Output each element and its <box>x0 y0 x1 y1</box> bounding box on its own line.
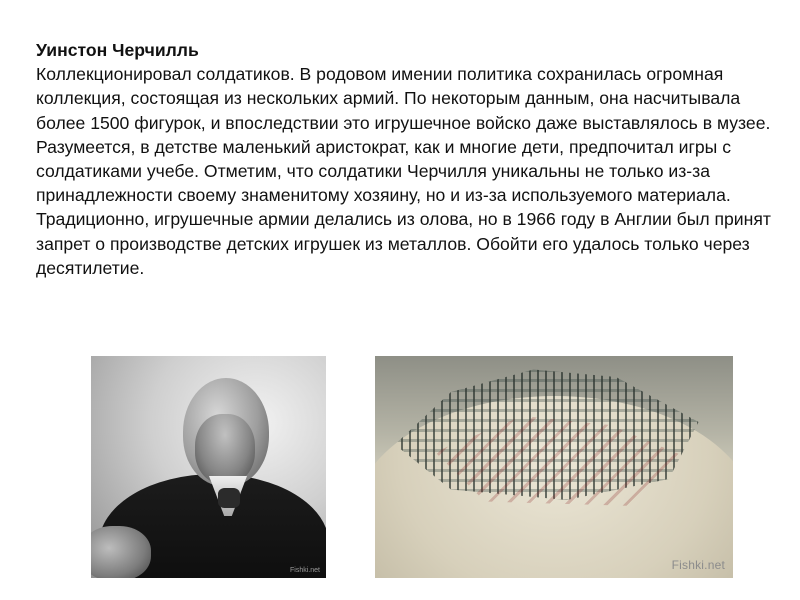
toy-soldiers-photo <box>375 356 733 578</box>
article-body: Коллекционировал солдатиков. В родовом имении политика сохранилась огромная коллекция, состоящая из нескольких армий. По некоторым данным, она насчитывала более 1500 фигурок, и впоследствии это игрушечное войско даже выставлялось в музее. Разумеется, в детстве маленький аристократ, как и многие дети, предпочитал игры с солдатиками учебе. Отметим, что солдатики Черчилля уникальны не только из-за принадлежности своему знаменитому хозяину, но и из-за используемого материала. Традиционно, игрушечные армии делались из олова, но в 1966 году в Англии был принят запрет о производстве детских игрушек из металлов. Обойти его удалось только через десятилетие. <box>36 64 771 278</box>
portrait-face <box>195 414 255 484</box>
portrait-bowtie <box>218 488 240 508</box>
portrait-hand <box>91 526 151 578</box>
soldiers-watermark: Fishki.net <box>671 558 725 572</box>
article-title: Уинстон Черчилль <box>36 40 199 60</box>
portrait-watermark: Fishki.net <box>290 567 320 574</box>
churchill-portrait-photo <box>91 356 326 578</box>
article-text <box>36 38 771 280</box>
